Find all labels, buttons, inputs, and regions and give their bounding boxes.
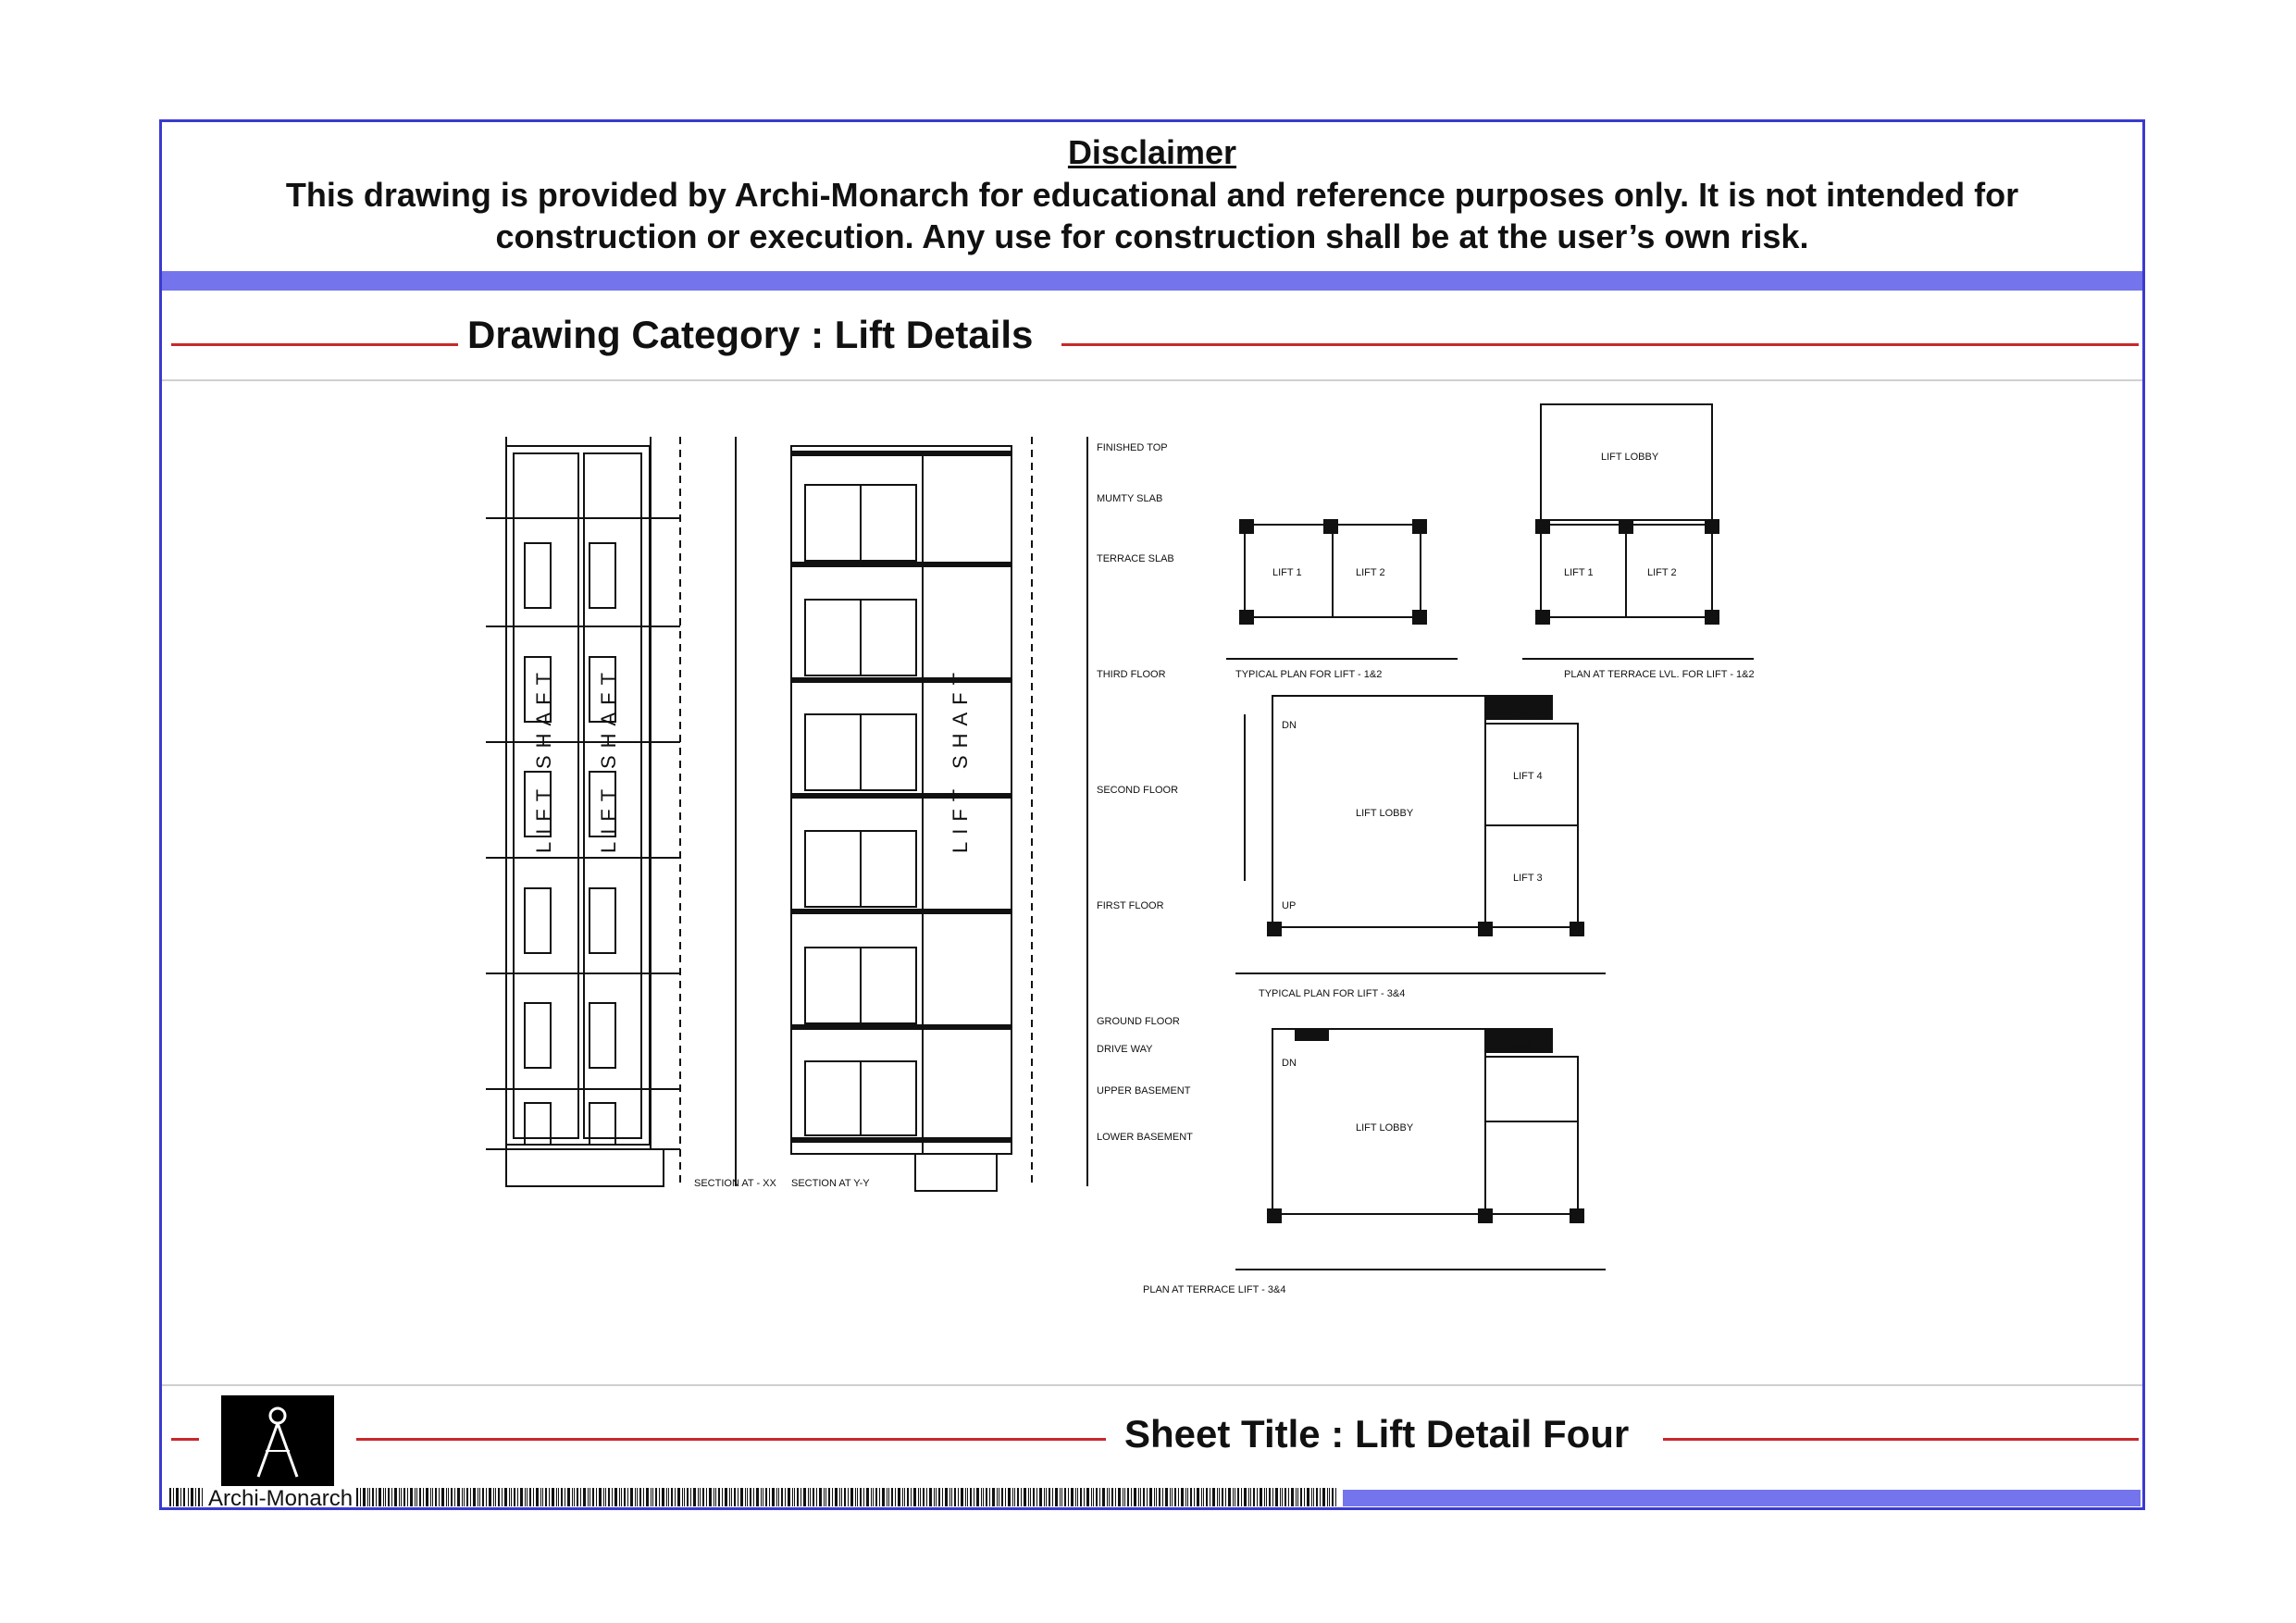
plan-lift-2-label: LIFT 2: [1356, 567, 1385, 578]
terrace-lobby-label: LIFT LOBBY: [1601, 452, 1659, 463]
shaft-label-2: LIFT SHAFT: [597, 664, 620, 853]
plan-typical-3-4-title: TYPICAL PLAN FOR LIFT - 3&4: [1259, 988, 1406, 999]
drawing-area: [162, 381, 2142, 1383]
level-upper-basement: UPPER BASEMENT: [1097, 1085, 1191, 1096]
compass-icon: [221, 1395, 334, 1486]
logo-text: Archi-Monarch: [208, 1486, 354, 1511]
level-terrace: TERRACE SLAB: [1097, 553, 1174, 564]
barcode-left: [169, 1488, 206, 1506]
terrace-34-fhc: FHC: [1513, 1041, 1534, 1052]
shaft-label-1: LIFT SHAFT: [532, 664, 555, 853]
section-yy: [791, 437, 1087, 1191]
terrace-lift-2-label: LIFT 2: [1647, 567, 1677, 578]
level-driveway: DRIVE WAY: [1097, 1044, 1153, 1055]
plan-terrace-1-2-title: PLAN AT TERRACE LVL. FOR LIFT - 1&2: [1564, 669, 1755, 680]
archi-monarch-logo: [221, 1395, 334, 1486]
plan-terrace-1-2: [1522, 404, 1754, 659]
drawing-sheet: [159, 119, 2145, 1510]
level-lower-basement: LOWER BASEMENT: [1097, 1132, 1193, 1143]
terrace-lift-1-label: LIFT 1: [1564, 567, 1594, 578]
terrace-34-lobby: LIFT LOBBY: [1356, 1122, 1414, 1134]
lift-detail-drawing: [162, 381, 2142, 1383]
drawing-category: Drawing Category : Lift Details: [467, 313, 1034, 356]
category-rule-left: [171, 343, 458, 346]
category-row: [162, 291, 2142, 381]
plan-lift-4-label: LIFT 4: [1513, 771, 1543, 782]
disclaimer-title: Disclaimer: [1067, 133, 1237, 171]
section-yy-title: SECTION AT Y-Y: [791, 1178, 870, 1189]
plan-terrace-3-4-title: PLAN AT TERRACE LIFT - 3&4: [1143, 1284, 1286, 1295]
plan-lift-1-label: LIFT 1: [1272, 567, 1302, 578]
footer-rule-right: [1663, 1438, 2139, 1441]
level-second: SECOND FLOOR: [1097, 785, 1179, 796]
plan-34-dn: DN: [1282, 720, 1297, 731]
footer-rule-left: [171, 1438, 199, 1441]
plan-typical-1-2-title: TYPICAL PLAN FOR LIFT - 1&2: [1235, 669, 1383, 680]
plan-typical-3-4: [1235, 696, 1606, 973]
plan-lift-3-label: LIFT 3: [1513, 873, 1543, 884]
terrace-34-dn: DN: [1282, 1058, 1297, 1069]
plan-34-lobby: LIFT LOBBY: [1356, 808, 1414, 819]
level-mumty: MUMTY SLAB: [1097, 493, 1163, 504]
disclaimer-block: [162, 122, 2142, 271]
level-ground: GROUND FLOOR: [1097, 1016, 1180, 1027]
footer-rule-middle: [356, 1438, 1106, 1441]
section-xx-title: SECTION AT - XX: [694, 1178, 776, 1189]
barcode-strip: [356, 1488, 1337, 1506]
category-rule-right: [1061, 343, 2139, 346]
shaft-label-3: LIFT SHAFT: [949, 664, 972, 853]
disclaimer-text: This drawing is provided by Archi-Monarch for educational and reference purposes only. It is not intended for construction or execution. Any use for construction shall be at the user’s own risk.: [285, 176, 2019, 255]
plan-34-fhc: FHC: [1513, 708, 1534, 719]
footer-band: [1343, 1490, 2141, 1506]
title-block: [162, 1384, 2142, 1509]
level-third: THIRD FLOOR: [1097, 669, 1166, 680]
level-first: FIRST FLOOR: [1097, 900, 1164, 911]
level-finished-top: FINISHED TOP: [1097, 442, 1168, 453]
plan-typical-1-2: [1226, 520, 1458, 659]
header-band: [162, 271, 2142, 291]
sheet-title: Sheet Title : Lift Detail Four: [1124, 1412, 1630, 1456]
plan-34-up: UP: [1282, 900, 1297, 911]
